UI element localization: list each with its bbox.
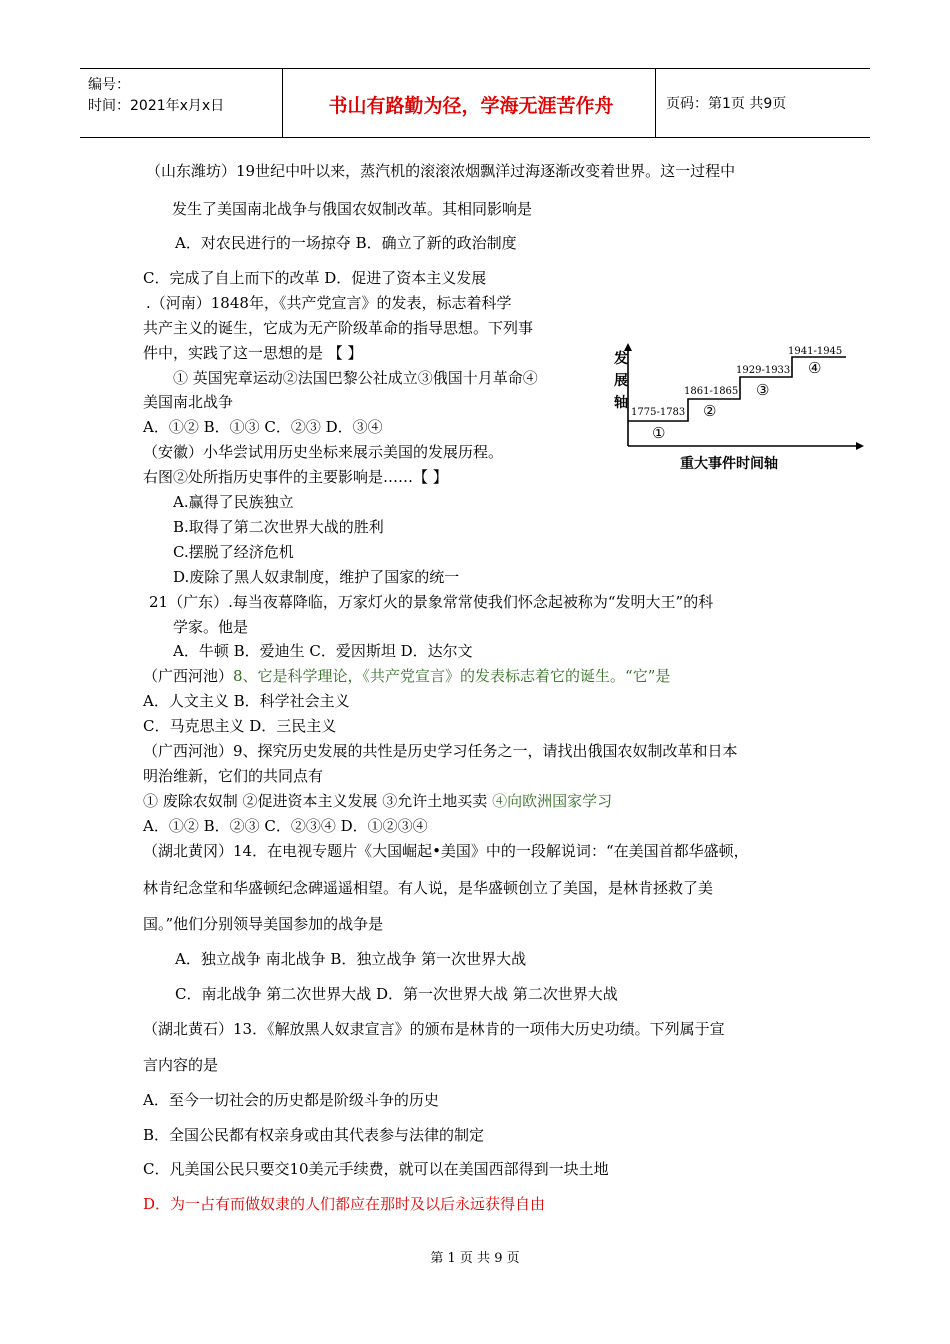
q-guangxi-8-source: （广西河池）: [143, 667, 234, 685]
q-huangshi-option-c: C．凡美国公民只要交10美元手续费，就可以在美国西部得到一块土地: [143, 1160, 609, 1178]
q-henan-stem: .（河南）1848年，《共产党宣言》的发表，标志着科学: [146, 294, 512, 312]
q-huanggang-stem: （湖北黄冈）14．在电视专题片《大国崛起•美国》中的一段解说词：“在美国首都华盛顿，: [143, 842, 749, 860]
q-anhui-option-b: B.取得了第二次世界大战的胜利: [173, 518, 384, 536]
q-huanggang-options-ab: A．独立战争 南北战争 B．独立战争 第一次世界大战: [175, 950, 527, 968]
page-footer: 第 1 页 共 9 页: [430, 1251, 520, 1266]
q-anhui-stem-cont: 右图②处所指历史事件的主要影响是……【 】: [143, 468, 448, 486]
number-label: 编号：: [88, 77, 130, 93]
q-guangxi-9-item-4: ④向欧洲国家学习: [492, 792, 613, 810]
step-marker-2: ②: [703, 402, 717, 420]
q-henan-stem-cont: 件中，实践了这一思想的是 【 】: [143, 344, 363, 362]
q-anhui-option-c: C.摆脱了经济危机: [173, 543, 294, 561]
step-period-4: 1941-1945: [788, 346, 843, 357]
q-shandong-options-cd: C．完成了自上而下的改革 D．促进了资本主义发展: [143, 269, 487, 287]
step-period-2: 1861-1865: [684, 386, 739, 397]
q-shandong-options-ab: A．对农民进行的一场掠夺 B．确立了新的政治制度: [175, 234, 517, 252]
header-divider: [282, 69, 283, 137]
header-motto: 书山有路勤为径，学海无涯苦作舟: [328, 95, 614, 117]
q-anhui-option-d: D.废除了黑人奴隶制度，维护了国家的统一: [173, 568, 460, 586]
q-guangdong-stem-cont: 学家。他是: [173, 618, 249, 636]
header-divider: [655, 69, 656, 137]
q-guangxi-9-stem-cont: 明治维新，它们的共同点有: [143, 767, 324, 785]
y-axis-label-char: 发: [614, 351, 628, 367]
q-guangxi-9-options: A．①② B．②③ C．②③④ D．①②③④: [143, 817, 428, 835]
development-timeline-figure: [600, 343, 872, 478]
step-marker-3: ③: [756, 381, 770, 399]
step-marker-1: ①: [652, 424, 666, 442]
q-huangshi-option-b: B．全国公民都有权亲身或由其代表参与法律的制定: [143, 1126, 485, 1144]
q-guangxi-8-text: 8、它是科学理论，《共产党宣言》的发表标志着它的诞生。“它”是: [233, 667, 671, 685]
q-henan-stem-cont: 共产主义的诞生，它成为无产阶级革命的指导思想。下列事: [143, 319, 534, 337]
y-axis-label-char: 展: [614, 373, 628, 389]
q-guangxi-8-options-cd: C．马克思主义 D．三民主义: [143, 717, 337, 735]
step-period-3: 1929-1933: [736, 365, 791, 376]
q-anhui-option-a: A.赢得了民族独立: [173, 493, 294, 511]
q-anhui-stem: （安徽）小华尝试用历史坐标来展示美国的发展历程。: [143, 443, 504, 461]
q-guangxi-8-options-ab: A．人文主义 B．科学社会主义: [143, 692, 350, 710]
page-header: [80, 68, 870, 138]
step-period-1: 1775-1783: [631, 407, 686, 418]
q-huangshi-stem: （湖北黄石）13．《解放黑人奴隶宣言》的颁布是林肯的一项伟大历史功绩。下列属于宣: [143, 1020, 725, 1038]
q-guangxi-8-stem: [143, 666, 670, 686]
q-shandong-stem: （山东潍坊）19世纪中叶以来，蒸汽机的滚滚浓烟飘洋过海逐渐改变着世界。这一过程中: [146, 162, 736, 180]
y-axis-arrow: [624, 343, 632, 351]
q-huangshi-option-d: D．为一占有而做奴隶的人们都应在那时及以后永远获得自由: [143, 1195, 546, 1213]
q-huanggang-stem-cont: 林肯纪念堂和华盛顿纪念碑遥遥相望。有人说，是华盛顿创立了美国，是林肯拯救了美: [143, 879, 714, 897]
q-henan-options: A．①② B．①③ C．②③ D．③④: [143, 418, 383, 436]
x-axis-arrow: [856, 442, 864, 450]
q-huanggang-options-cd: C．南北战争 第二次世界大战 D．第一次世界大战 第二次世界大战: [175, 985, 618, 1003]
q-huanggang-stem-cont: 国。”他们分别领导美国参加的战争是: [143, 915, 384, 933]
q-guangxi-9-items: [143, 791, 612, 811]
q-guangxi-9-stem: （广西河池）9、探究历史发展的共性是历史学习任务之一，请找出俄国农奴制改革和日本: [143, 742, 738, 760]
q-henan-items-cont: 美国南北战争: [143, 393, 234, 411]
step-marker-4: ④: [808, 359, 822, 377]
x-axis-label: 重大事件时间轴: [680, 456, 778, 472]
y-axis-label-char: 轴: [614, 395, 628, 411]
date-label: 时间：2021年x月x日: [88, 98, 225, 114]
q-guangdong-stem: 21（广东）.每当夜幕降临，万家灯火的景象常常使我们怀念起被称为“发明大王”的科: [149, 593, 714, 611]
page-info: 页码：第1页 共9页: [666, 96, 787, 112]
q-guangdong-options: A．牛顿 B．爱迪生 C．爱因斯坦 D．达尔文: [173, 642, 473, 660]
q-henan-items: ① 英国宪章运动②法国巴黎公社成立③俄国十月革命④: [173, 369, 538, 387]
q-guangxi-9-items-text: ① 废除农奴制 ②促进资本主义发展 ③允许土地买卖: [143, 792, 493, 810]
q-shandong-stem-cont: 发生了美国南北战争与俄国农奴制改革。其相同影响是: [172, 200, 533, 218]
q-huangshi-option-a: A．至今一切社会的历史都是阶级斗争的历史: [143, 1091, 439, 1109]
q-huangshi-stem-cont: 言内容的是: [143, 1056, 219, 1074]
header-meta: [88, 75, 224, 117]
